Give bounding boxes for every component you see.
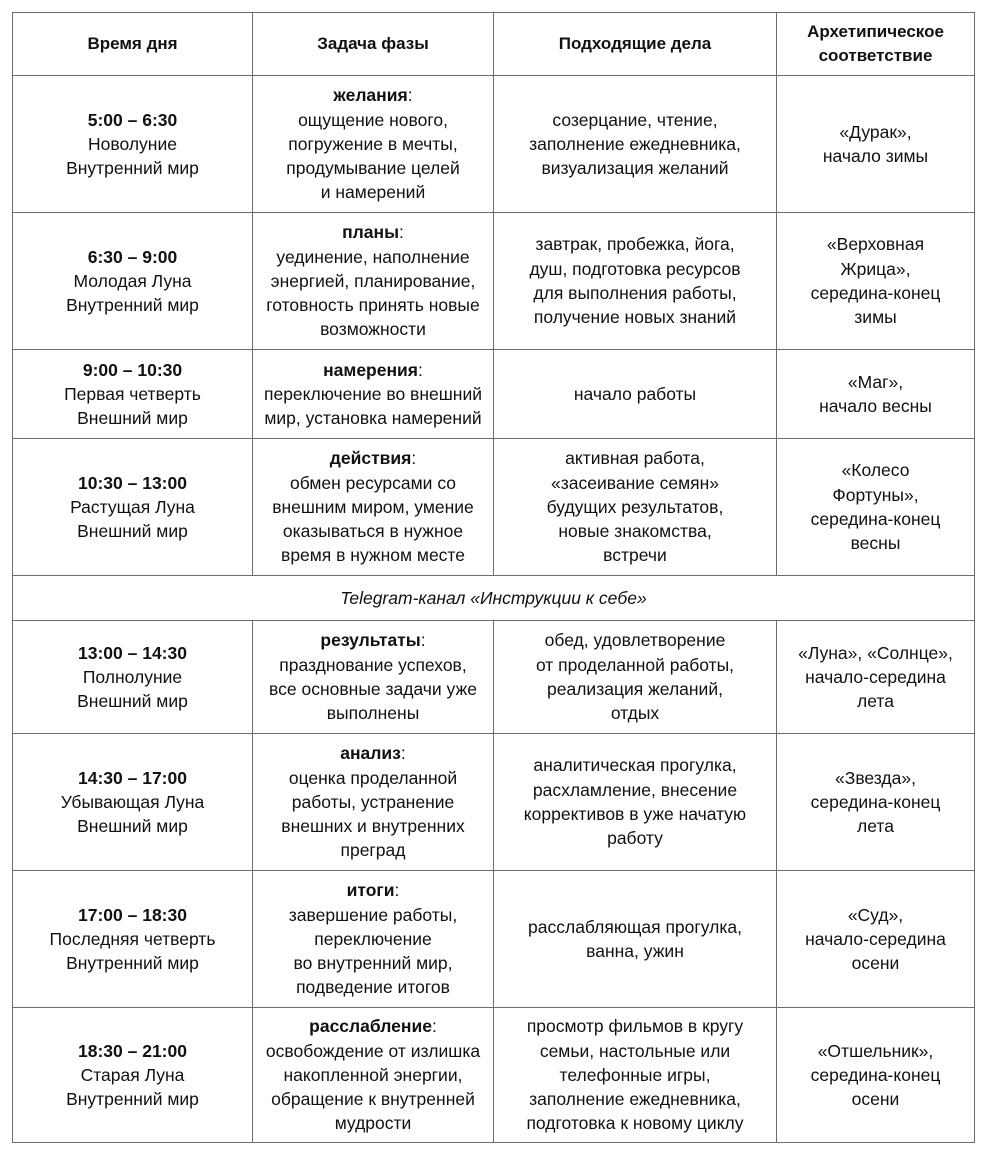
- task-line: переключение во внешний: [263, 383, 482, 404]
- task-line: выполнены: [326, 703, 420, 724]
- table-row: [13, 439, 975, 576]
- activity-line: для выполнения работы,: [533, 283, 737, 303]
- activity-line: новые знакомства,: [558, 521, 712, 542]
- table-row: [13, 621, 975, 734]
- time-range: 6:30 – 9:00: [87, 246, 178, 267]
- archetype-cell: [777, 621, 975, 734]
- archetype-line: весны: [850, 533, 901, 554]
- activity-line: отдых: [610, 703, 660, 724]
- table-row: [13, 76, 975, 213]
- activity-line: визуализация желаний: [541, 158, 729, 179]
- task-cell: [253, 350, 494, 439]
- activity-line: заполнение ежедневника,: [529, 133, 741, 154]
- time-range: 14:30 – 17:00: [78, 767, 187, 788]
- archetype-line: лета: [857, 691, 894, 712]
- moon-phase: Старая Луна: [80, 1064, 185, 1085]
- moon-phase: Последняя четверть: [49, 928, 216, 949]
- header-task: Задача фазы: [253, 13, 494, 76]
- moon-phase: Растущая Луна: [70, 496, 195, 517]
- archetype-cell: [777, 871, 975, 1008]
- task-line: и намерений: [320, 182, 426, 203]
- world-type: Внешний мир: [77, 816, 188, 837]
- task-line: подведение итогов: [296, 977, 450, 998]
- task-line: мир, установка намерений: [264, 408, 482, 429]
- header-archetype: [777, 13, 975, 76]
- archetype-line: «Дурак»,: [839, 121, 912, 142]
- world-type: Внешний мир: [77, 691, 188, 712]
- archetype-line: «Отшельник»,: [817, 1040, 934, 1061]
- task-line: обмен ресурсами со: [290, 472, 456, 493]
- task-title-line: [259, 628, 487, 652]
- task-title-line: [259, 741, 487, 765]
- header-archetype-line-2: соответствие: [818, 46, 933, 65]
- activities-cell: [494, 1008, 777, 1143]
- table-row: [13, 871, 975, 1008]
- header-archetype-line-1: Архетипическое: [807, 21, 944, 41]
- time-cell: [13, 76, 253, 213]
- task-line: оказываться в нужное: [282, 521, 464, 542]
- task-cell: [253, 1008, 494, 1143]
- archetype-cell: [777, 734, 975, 871]
- activity-line: работу: [607, 828, 663, 849]
- task-title: желания: [333, 85, 408, 106]
- task-cell: [253, 621, 494, 734]
- archetype-line: середина-конец: [810, 791, 941, 812]
- activity-line: реализация желаний,: [547, 679, 723, 699]
- task-title: расслабление: [309, 1016, 432, 1037]
- task-line: возможности: [320, 319, 426, 340]
- header-row: [13, 13, 975, 76]
- activities-cell: [494, 350, 777, 439]
- archetype-cell: [777, 76, 975, 213]
- time-range: 9:00 – 10:30: [82, 359, 183, 380]
- task-line: обращение к внутренней: [271, 1089, 475, 1110]
- task-title-line: [259, 1014, 487, 1038]
- world-type: Внутренний мир: [66, 158, 199, 179]
- task-line: празднование успехов,: [279, 654, 467, 675]
- task-title: намерения: [323, 359, 419, 380]
- task-title-colon: :: [394, 880, 400, 901]
- archetype-line: начало-середина: [805, 928, 946, 949]
- task-line: все основные задачи уже: [269, 679, 477, 699]
- activity-line: созерцание, чтение,: [552, 109, 718, 130]
- activity-line: получение новых знаний: [533, 307, 737, 328]
- activity-line: встречи: [603, 545, 667, 566]
- divider-row: [13, 576, 975, 621]
- archetype-line: лета: [857, 816, 894, 837]
- activities-cell: [494, 734, 777, 871]
- world-type: Внешний мир: [77, 408, 188, 429]
- archetype-cell: [777, 439, 975, 576]
- archetype-line: «Луна», «Солнце»,: [798, 642, 953, 663]
- task-title: итоги: [346, 880, 395, 901]
- task-line: продумывание целей: [286, 158, 460, 179]
- moon-phase: Первая четверть: [64, 383, 201, 404]
- activities-cell: [494, 213, 777, 350]
- archetype-line: начало весны: [819, 396, 932, 416]
- archetype-line: начало зимы: [822, 146, 929, 166]
- activities-cell: [494, 76, 777, 213]
- archetype-line: середина-конец: [810, 1064, 941, 1085]
- archetype-line: середина-конец: [810, 509, 941, 529]
- task-line: во внутренний мир,: [293, 953, 453, 974]
- moon-phase: Молодая Луна: [73, 270, 192, 291]
- activity-line: расслабляющая прогулка,: [528, 916, 742, 937]
- activity-line: телефонные игры,: [559, 1064, 711, 1085]
- time-range: 18:30 – 21:00: [78, 1040, 187, 1061]
- archetype-line: зимы: [854, 307, 897, 328]
- time-range: 17:00 – 18:30: [78, 904, 187, 925]
- task-cell: [253, 871, 494, 1008]
- time-cell: [13, 621, 253, 734]
- activities-cell: [494, 621, 777, 734]
- task-line: завершение работы,: [288, 904, 458, 925]
- activities-cell: [494, 871, 777, 1008]
- task-line: накопленной энергии,: [283, 1064, 463, 1085]
- activity-line: просмотр фильмов в кругу: [526, 1016, 744, 1037]
- activity-line: обед, удовлетворение: [544, 630, 726, 651]
- archetype-line: середина-конец: [810, 283, 941, 303]
- activity-line: семьи, настольные или: [539, 1040, 731, 1061]
- moon-phase: Новолуние: [88, 133, 177, 154]
- table-row: [13, 734, 975, 871]
- activity-line: расхламление, внесение: [532, 779, 738, 800]
- activity-line: душ, подготовка ресурсов: [529, 258, 741, 279]
- header-time: Время дня: [13, 13, 253, 76]
- moon-phase: Убывающая Луна: [60, 791, 205, 812]
- activity-line: будущих результатов,: [546, 496, 724, 517]
- telegram-channel-caption: Telegram-канал «Инструкции к себе»: [13, 576, 975, 621]
- task-title-colon: :: [411, 448, 417, 469]
- header-activities: Подходящие дела: [494, 13, 777, 76]
- archetype-line: Жрица»,: [840, 258, 911, 279]
- activity-line: начало работы: [573, 383, 697, 404]
- time-cell: [13, 350, 253, 439]
- activity-line: активная работа,: [565, 448, 705, 469]
- task-line: ощущение нового,: [298, 109, 448, 130]
- archetype-line: «Колесо: [841, 460, 910, 481]
- task-cell: [253, 213, 494, 350]
- archetype-line: «Звезда»,: [835, 767, 916, 788]
- table-row: [13, 213, 975, 350]
- archetype-line: «Суд»,: [847, 904, 904, 925]
- task-line: работы, устранение: [291, 791, 455, 812]
- activity-line: заполнение ежедневника,: [529, 1089, 741, 1110]
- archetype-line: «Маг»,: [847, 371, 904, 392]
- world-type: Внутренний мир: [66, 953, 199, 974]
- task-line: готовность принять новые: [266, 295, 480, 316]
- time-range: 10:30 – 13:00: [78, 472, 187, 493]
- activity-line: аналитическая прогулка,: [533, 755, 737, 776]
- task-title-colon: :: [399, 222, 404, 243]
- task-title-colon: :: [400, 743, 406, 764]
- activities-cell: [494, 439, 777, 576]
- archetype-cell: [777, 213, 975, 350]
- activity-line: «засеивание семян»: [550, 472, 719, 493]
- moon-phase: Полнолуние: [82, 666, 183, 687]
- task-title-line: [259, 220, 487, 244]
- task-title-line: [259, 446, 487, 470]
- task-line: погружение в мечты,: [288, 133, 458, 154]
- task-title: действия: [329, 448, 412, 469]
- task-title-colon: :: [431, 1016, 437, 1037]
- activity-line: завтрак, пробежка, йога,: [535, 234, 735, 255]
- activity-line: коррективов в уже начатую: [523, 804, 747, 824]
- task-line: время в нужном месте: [281, 545, 465, 566]
- task-cell: [253, 439, 494, 576]
- task-title: анализ: [340, 743, 401, 764]
- time-range: 13:00 – 14:30: [78, 642, 187, 663]
- task-title-line: [259, 878, 487, 902]
- task-line: энергией, планирование,: [270, 270, 476, 291]
- archetype-cell: [777, 1008, 975, 1143]
- task-title-colon: :: [420, 630, 426, 651]
- world-type: Внутренний мир: [66, 1089, 199, 1110]
- task-title-line: [259, 358, 487, 382]
- task-cell: [253, 76, 494, 213]
- archetype-line: «Верховная: [826, 234, 925, 255]
- task-line: внешним миром, умение: [272, 496, 474, 517]
- activity-line: от проделанной работы,: [535, 654, 735, 675]
- task-title-line: [259, 83, 487, 107]
- task-line: оценка проделанной: [288, 767, 458, 788]
- time-range: 5:00 – 6:30: [87, 109, 178, 130]
- task-line: переключение: [314, 928, 432, 949]
- task-title-colon: :: [418, 359, 423, 380]
- world-type: Внутренний мир: [66, 295, 199, 316]
- archetype-line: осени: [851, 1089, 900, 1110]
- task-line: мудрости: [334, 1113, 412, 1134]
- task-line: освобождение от излишка: [265, 1040, 481, 1061]
- task-line: преград: [340, 840, 406, 861]
- activity-line: ванна, ужин: [586, 941, 684, 961]
- task-title-colon: :: [407, 85, 413, 106]
- task-line: внешних и внутренних: [281, 816, 465, 837]
- task-line: уединение, наполнение: [276, 246, 470, 267]
- task-title: планы: [342, 222, 400, 243]
- archetype-line: Фортуны»,: [832, 484, 919, 505]
- archetype-line: осени: [851, 953, 900, 974]
- time-cell: [13, 734, 253, 871]
- archetype-cell: [777, 350, 975, 439]
- daily-cycle-table: [12, 12, 975, 1143]
- time-cell: [13, 1008, 253, 1143]
- archetype-line: начало-середина: [805, 666, 946, 687]
- world-type: Внешний мир: [77, 521, 188, 542]
- time-cell: [13, 871, 253, 1008]
- time-cell: [13, 439, 253, 576]
- task-cell: [253, 734, 494, 871]
- table-row: [13, 350, 975, 439]
- time-cell: [13, 213, 253, 350]
- activity-line: подготовка к новому циклу: [526, 1113, 744, 1134]
- table-row: [13, 1008, 975, 1143]
- task-title: результаты: [320, 630, 421, 651]
